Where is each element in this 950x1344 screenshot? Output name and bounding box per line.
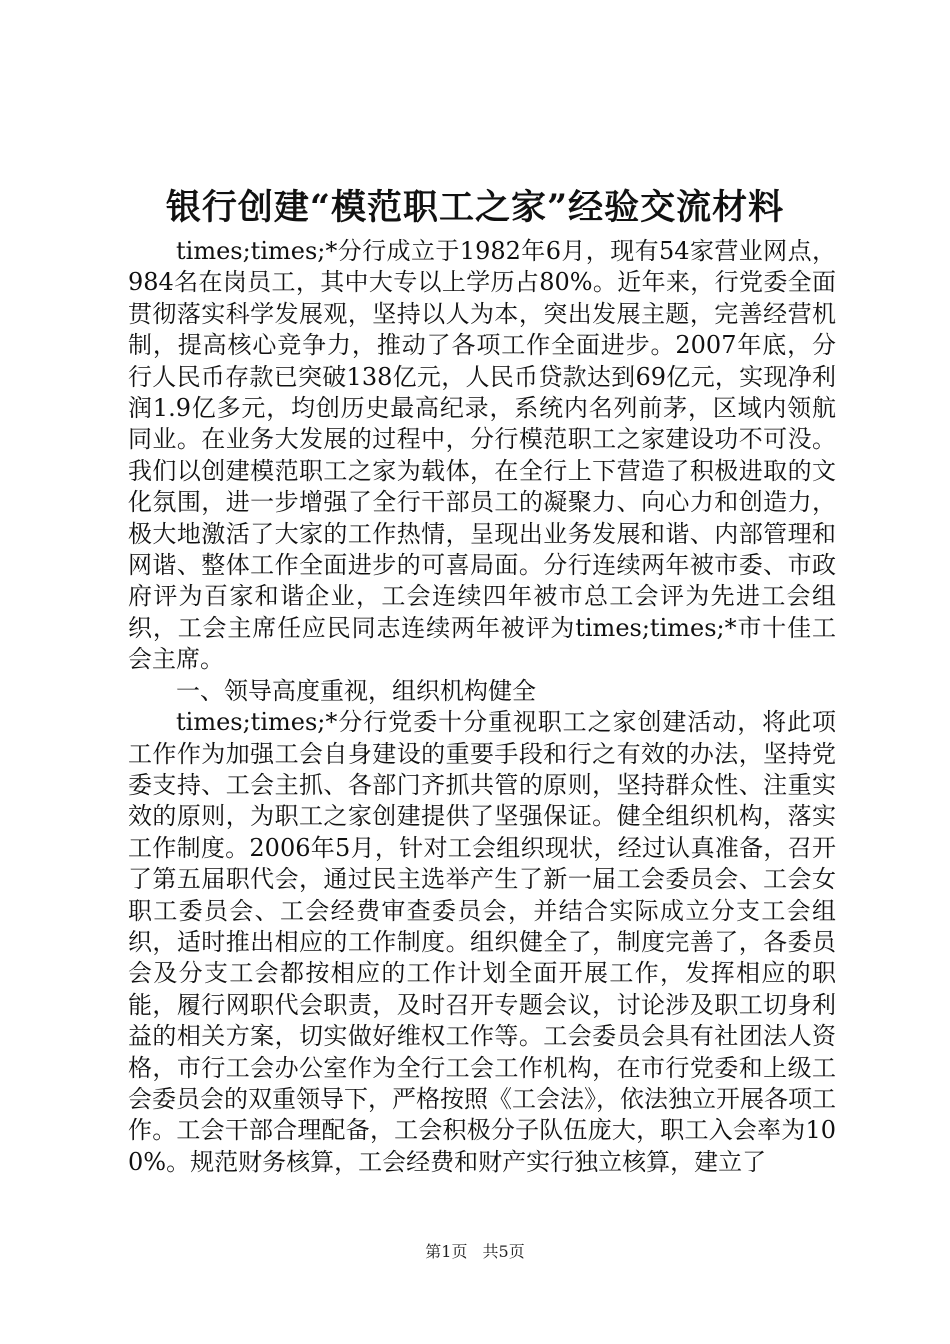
section-heading-1: 一、领导高度重视，组织机构健全 xyxy=(176,676,536,705)
page-footer xyxy=(0,1241,950,1263)
page-total: 共5页 xyxy=(482,1242,525,1261)
document-body xyxy=(128,236,836,1178)
paragraph-section-1: times;times;*分行党委十分重视职工之家创建活动，将此项工作作为加强工会自身建设的重要手段和行之有效的办法，坚持党委支持、工会主抓、各部门齐抓共管的原则，坚持群众性、注重实效的原则，为职工之家创建提供了坚强保证。健全组织机构，落实工作制度。2006年5月，针对工会组织现状，经过认真准备，召开了第五届职代会，通过民主选举产生了新一届工会委员会、工会女职工委员会、工会经费审查委员会，并结合实际成立分支工会组织，适时推出相应的工作制度。组织健全了，制度完善了，各委员会及分支工会都按相应的工作计划全面开展工作，发挥相应的职能，履行网职代会职责，及时召开专题会议，讨论涉及职工切身利益的相关方案，切实做好维权工作等。工会委员会具有社团法人资格，市行工会办公室作为全行工会工作机构，在市行党委和上级工会委员会的双重领导下，严格按照《工会法》，依法独立开展各项工作。工会干部合理配备，工会积极分子队伍庞大，职工入会率为100%。规范财务核算，工会经费和财产实行独立核算，建立了 xyxy=(128,708,836,1176)
page-number: 第1页 xyxy=(425,1242,468,1261)
document-title: 银行创建“模范职工之家”经验交流材料 xyxy=(165,187,785,228)
paragraph-intro: times;times;*分行成立于1982年6月，现有54家营业网点，984名在岗员工，其中大专以上学历占80%。近年来，行党委全面贯彻落实科学发展观，坚持以人为本，突出发展主题，完善经营机制，提高核心竞争力，推动了各项工作全面进步。2007年底，分行人民币存款已突破138亿元，人民币贷款达到69亿元，实现净利润1.9亿多元，均创历史最高纪录，系统内名列前茅，区域内领航同业。在业务大发展的过程中，分行模范职工之家建设功不可没。我们以创建模范职工之家为载体，在全行上下营造了积极进取的文化氛围，进一步增强了全行干部员工的凝聚力、向心力和创造力，极大地激活了大家的工作热情，呈现出业务发展和谐、内部管理和网谐、整体工作全面进步的可喜局面。分行连续两年被市委、市政府评为百家和谐企业，工会连续四年被市总工会评为先进工会组织，工会主席任应民同志连续两年被评为times;times;*市十佳工会主席。 xyxy=(128,237,836,674)
